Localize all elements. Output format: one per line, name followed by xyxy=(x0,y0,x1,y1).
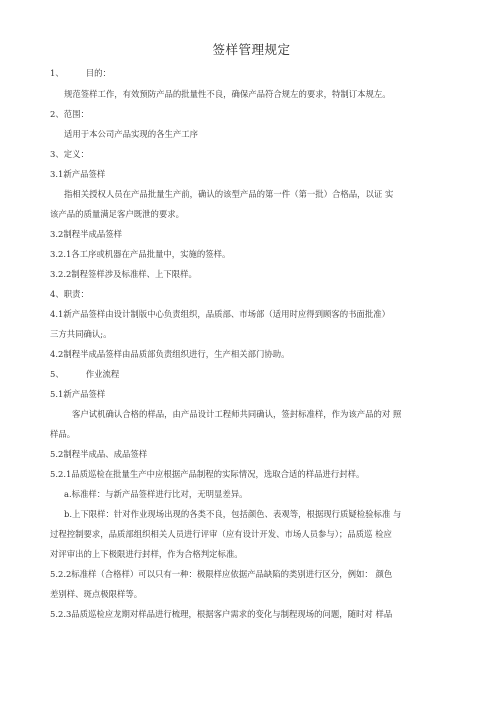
section-4-2: 4.2制程半成品签样由品质部负责组织进行，生产相关部门协助。 xyxy=(50,349,290,359)
section-1-label: 目的： xyxy=(85,68,111,78)
section-1-heading xyxy=(50,67,111,79)
section-5-2-2-line-1: 5.2.2标准样（合格样）可以只有一种：极限样应依据产品缺陷的类别进行区分，例如： 颜色 xyxy=(50,569,393,579)
section-3-1-body-line-2: 该产品的质量满足客户既泄的要求。 xyxy=(50,209,184,219)
section-5-2-1-a: a.标准样：与新产品签样进行比对，无明显差异。 xyxy=(64,489,248,499)
section-4-heading: 4、职责： xyxy=(50,289,89,299)
section-4-1-line-1: 4.1新产品签样由设计制版中心负责组织，品质部、市场部（适用时应得到顾客的书面批准） xyxy=(50,309,390,319)
section-2-body: 适用于本公司产品实现的各生产工序 xyxy=(64,129,198,139)
section-4-1-line-2: 三方共同确认;。 xyxy=(50,329,112,339)
section-1-body: 规范签样工作，有效预防产品的批量性不良，确保产品符合规左的要求，特制订本规左。 xyxy=(64,89,391,99)
section-1-number: 1、 xyxy=(50,68,64,78)
section-5-heading xyxy=(50,368,119,380)
document-title: 签样管理规定 xyxy=(212,42,291,57)
section-5-1-body-line-2: 样品。 xyxy=(50,429,76,439)
section-5-label: 作业流程 xyxy=(85,369,120,379)
section-5-2-heading: 5.2制程半成品、成品签样 xyxy=(50,449,148,459)
section-3-2-heading: 3.2制程半成品签样 xyxy=(50,229,122,239)
section-5-2-1-b-line-2: 过程控制要求，品质部组织相关人员进行评审（应有设计开发、市场人员参与）；品质巡 检应 xyxy=(50,529,392,539)
section-5-1-heading: 5.1新产品签样 xyxy=(50,389,106,399)
section-5-2-2-line-2: 差别样、斑点极限样等。 xyxy=(50,589,143,599)
section-3-2-1: 3.2.1各工序或机器在产品批量中，实施的签样。 xyxy=(50,249,231,259)
section-2-heading: 2、范围： xyxy=(50,109,89,119)
section-5-2-1: 5.2.1品质巡检在批量生产中应根据产品制程的实际情况，选取合适的样品进行封样。 xyxy=(50,469,365,479)
section-3-1-heading: 3.1新产品签样 xyxy=(50,169,106,179)
section-3-1-body-line-1: 指相关授权人员在产品批量生产前，确认的该型产品的第一件（第一批）合格品，以证 实 xyxy=(64,189,394,199)
section-3-heading: 3、定义： xyxy=(50,149,89,159)
section-5-number: 5、 xyxy=(50,369,64,379)
section-5-2-3: 5.2.3品质巡检应龙期对样品进行梳理，根据客户需求的变化与制程现场的问题，随时对 样品 xyxy=(50,609,393,619)
section-5-2-1-b-line-3: 对评审出的上下极限进行封样，作为合格判定标准。 xyxy=(50,549,243,559)
section-3-2-2: 3.2.2制程签样涉及标准样、上下限样。 xyxy=(50,269,197,279)
section-5-2-1-b-line-1: b.上下限样：针对作业现场出现的各类不良，包括颜色、表观等，根据现行质疑检验标准 与 xyxy=(64,509,402,519)
section-5-1-body-line-1: 客户试机确认合格的样品，由产品设计工程师共同确认，签封标准样，作为该产品的对 照 xyxy=(72,409,402,419)
